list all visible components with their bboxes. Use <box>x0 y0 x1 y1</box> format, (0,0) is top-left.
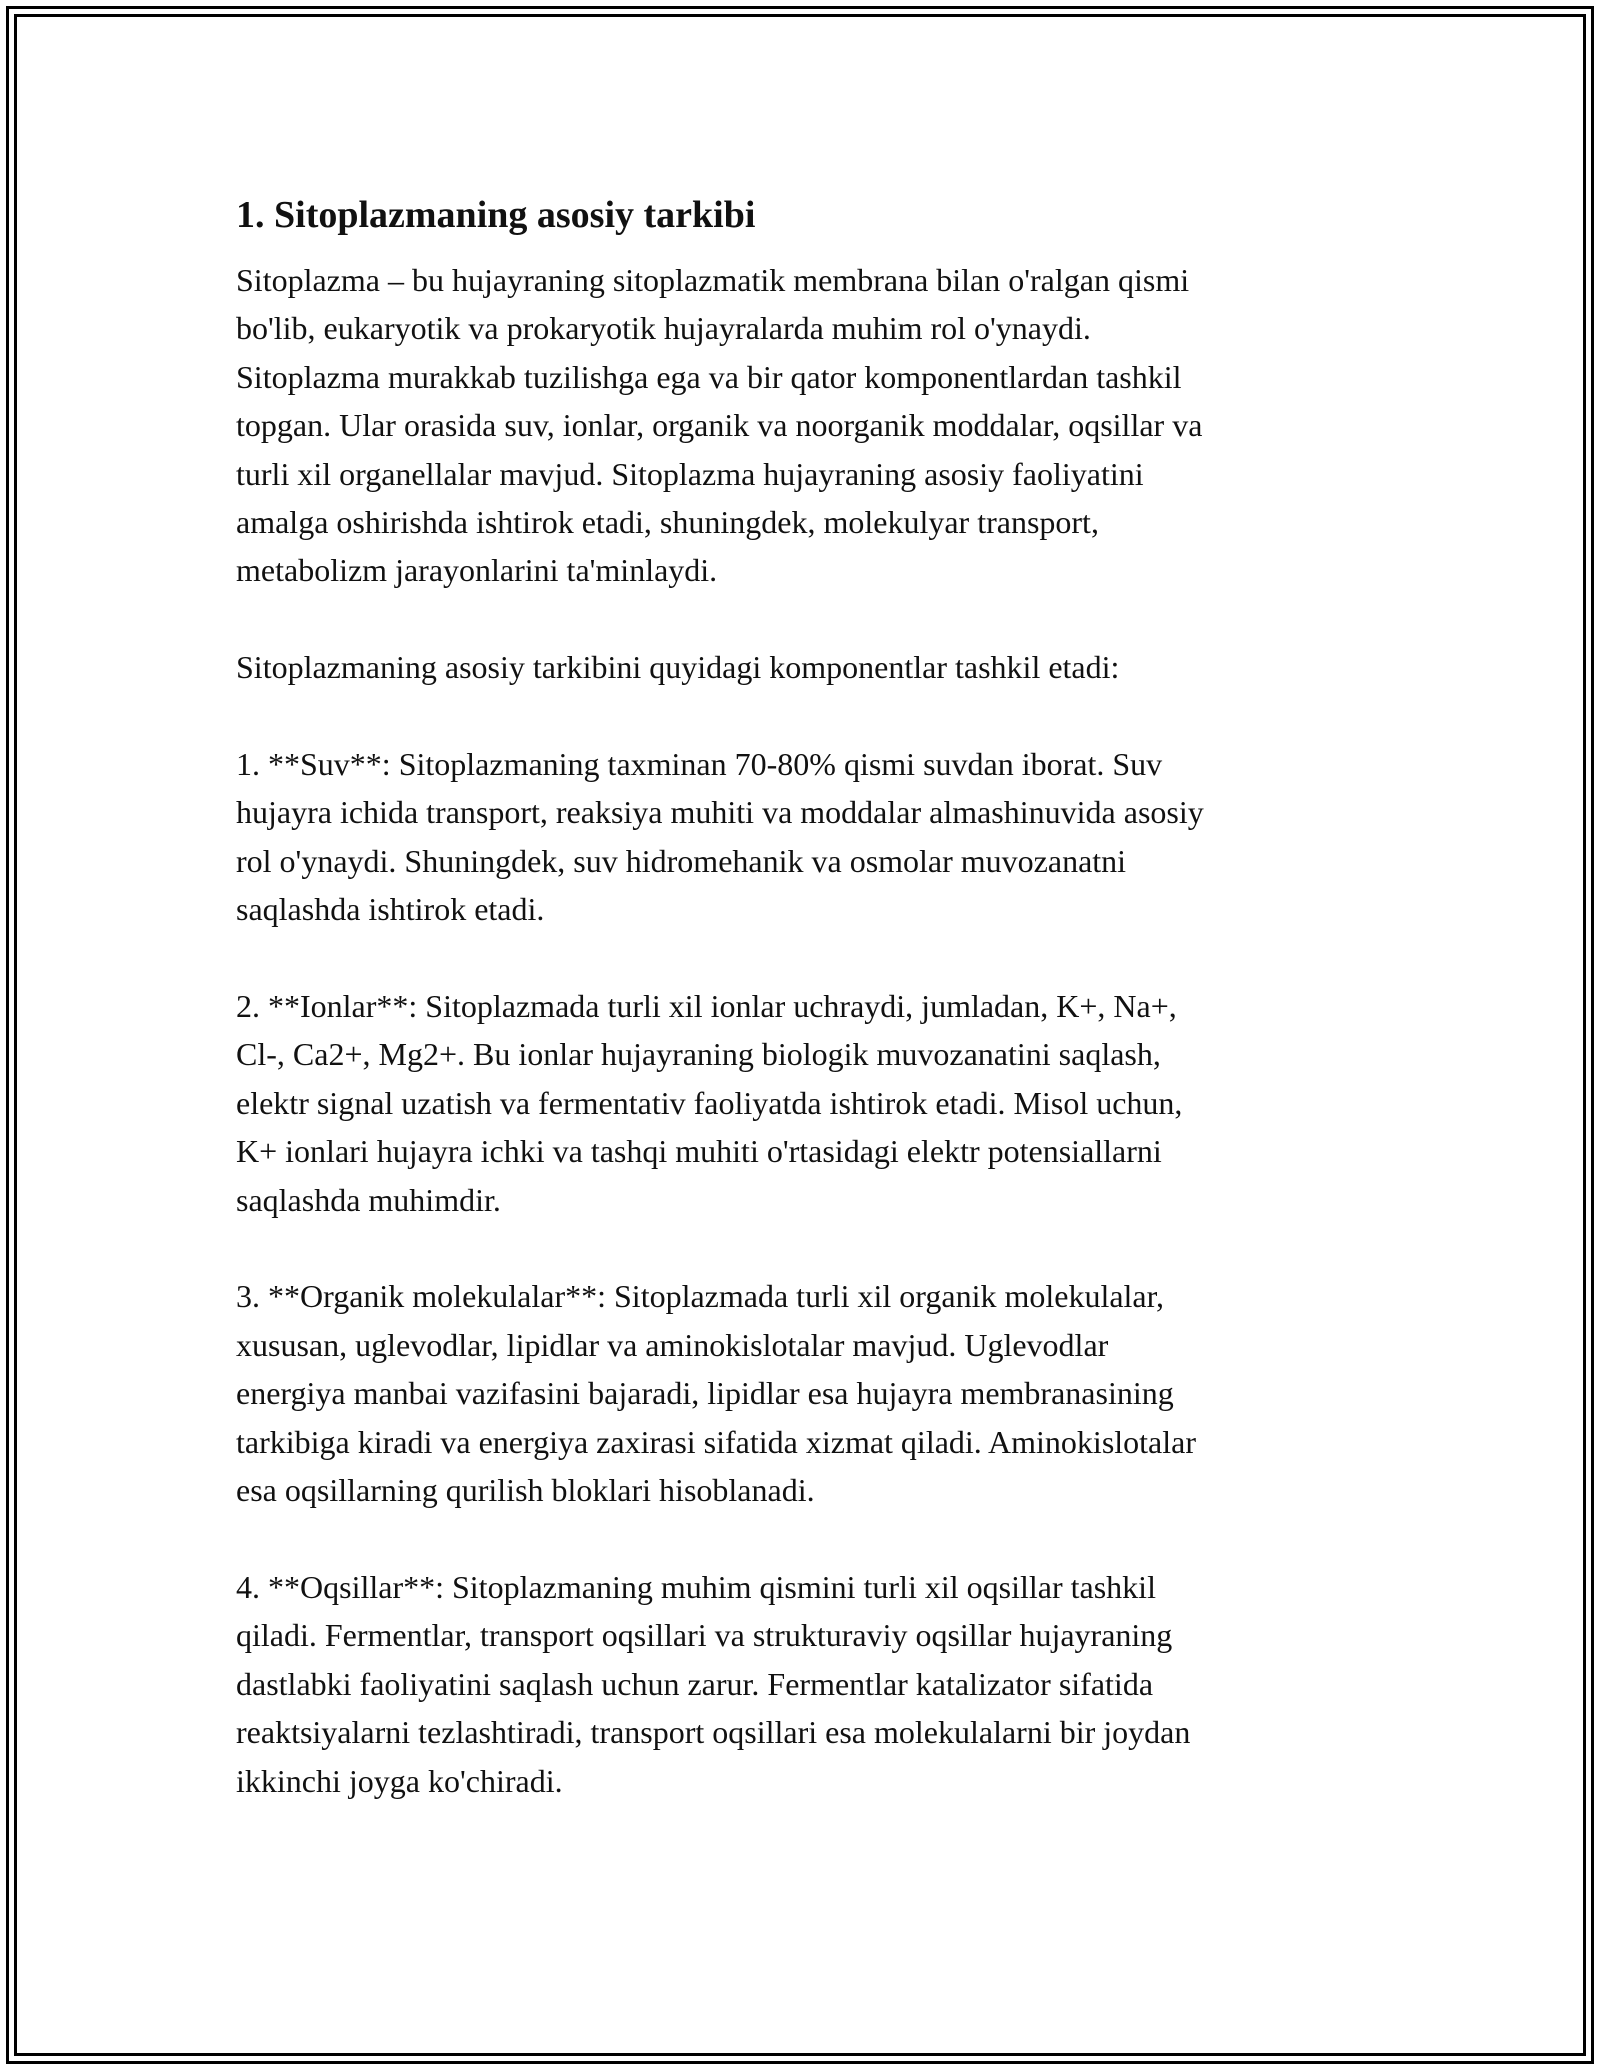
water-paragraph: 1. **Suv**: Sitoplazmaning taxminan 70-80% qismi suvdan iborat. Suv hujayra ichida transport, reaksiya muhiti va moddalar almashinuvida asosiy rol o'ynaydi. Shuningdek, suv hidromehanik va osmolar muvozanatni saqlashda ishtirok etadi. <box>236 746 1204 928</box>
components-lead-paragraph: Sitoplazmaning asosiy tarkibini quyidagi komponentlar tashkil etadi: <box>236 649 1120 686</box>
proteins-paragraph: 4. **Oqsillar**: Sitoplazmaning muhim qismini turli xil oqsillar tashkil qiladi. Fermentlar, transport oqsillari va strukturaviy oqsillar hujayraning dastlabki faoliyatini saqlash uchun zarur. Fermentlar katalizator sifatida reaktsiyalarni tezlashtiradi, transport oqsillari esa molekulalarni bir joydan ikkinchi joyga ko'chiradi. <box>236 1568 1191 1799</box>
intro-paragraph: Sitoplazma – bu hujayraning sitoplazmatik membrana bilan o'ralgan qismi bo'lib, eukaryotik va prokaryotik hujayralarda muhim rol o'ynaydi. Sitoplazma murakkab tuzilishga ega va bir qator komponentlardan tashkil topgan. Ular orasida suv, ionlar, organik va noorganik moddalar, oqsillar va turli xil organellalar mavjud. Sitoplazma hujayraning asosiy faoliyatini amalga oshirishda ishtirok etadi, shuningdek, molekulyar transport, metabolizm jarayonlarini ta'minlaydi. <box>236 262 1203 589</box>
section-title: 1. Sitoplazmaning asosiy tarkibi <box>236 194 756 236</box>
ions-paragraph: 2. **Ionlar**: Sitoplazmada turli xil ionlar uchraydi, jumladan, K+, Na+, Cl-, Ca2+, Mg2+. Bu ionlar hujayraning biologik muvozanatini saqlash, elektr signal uzatish va fermentativ faoliyatda ishtirok etadi. Misol uchun, K+ ionlari hujayra ichki va tashqi muhiti o'rtasidagi elektr potensiallarni saqlashda muhimdir. <box>236 988 1183 1218</box>
document-body <box>236 184 1366 1805</box>
organic-molecules-paragraph: 3. **Organik molekulalar**: Sitoplazmada turli xil organik molekulalar, xususan, uglevodlar, lipidlar va aminokislotalar mavjud. Uglevodlar energiya manbai vazifasini bajaradi, lipidlar esa hujayra membranasining tarkibiga kiradi va energiya zaxirasi sifatida xizmat qiladi. Aminokislotalar esa oqsillarning qurilish bloklari hisoblanadi. <box>236 1278 1196 1509</box>
